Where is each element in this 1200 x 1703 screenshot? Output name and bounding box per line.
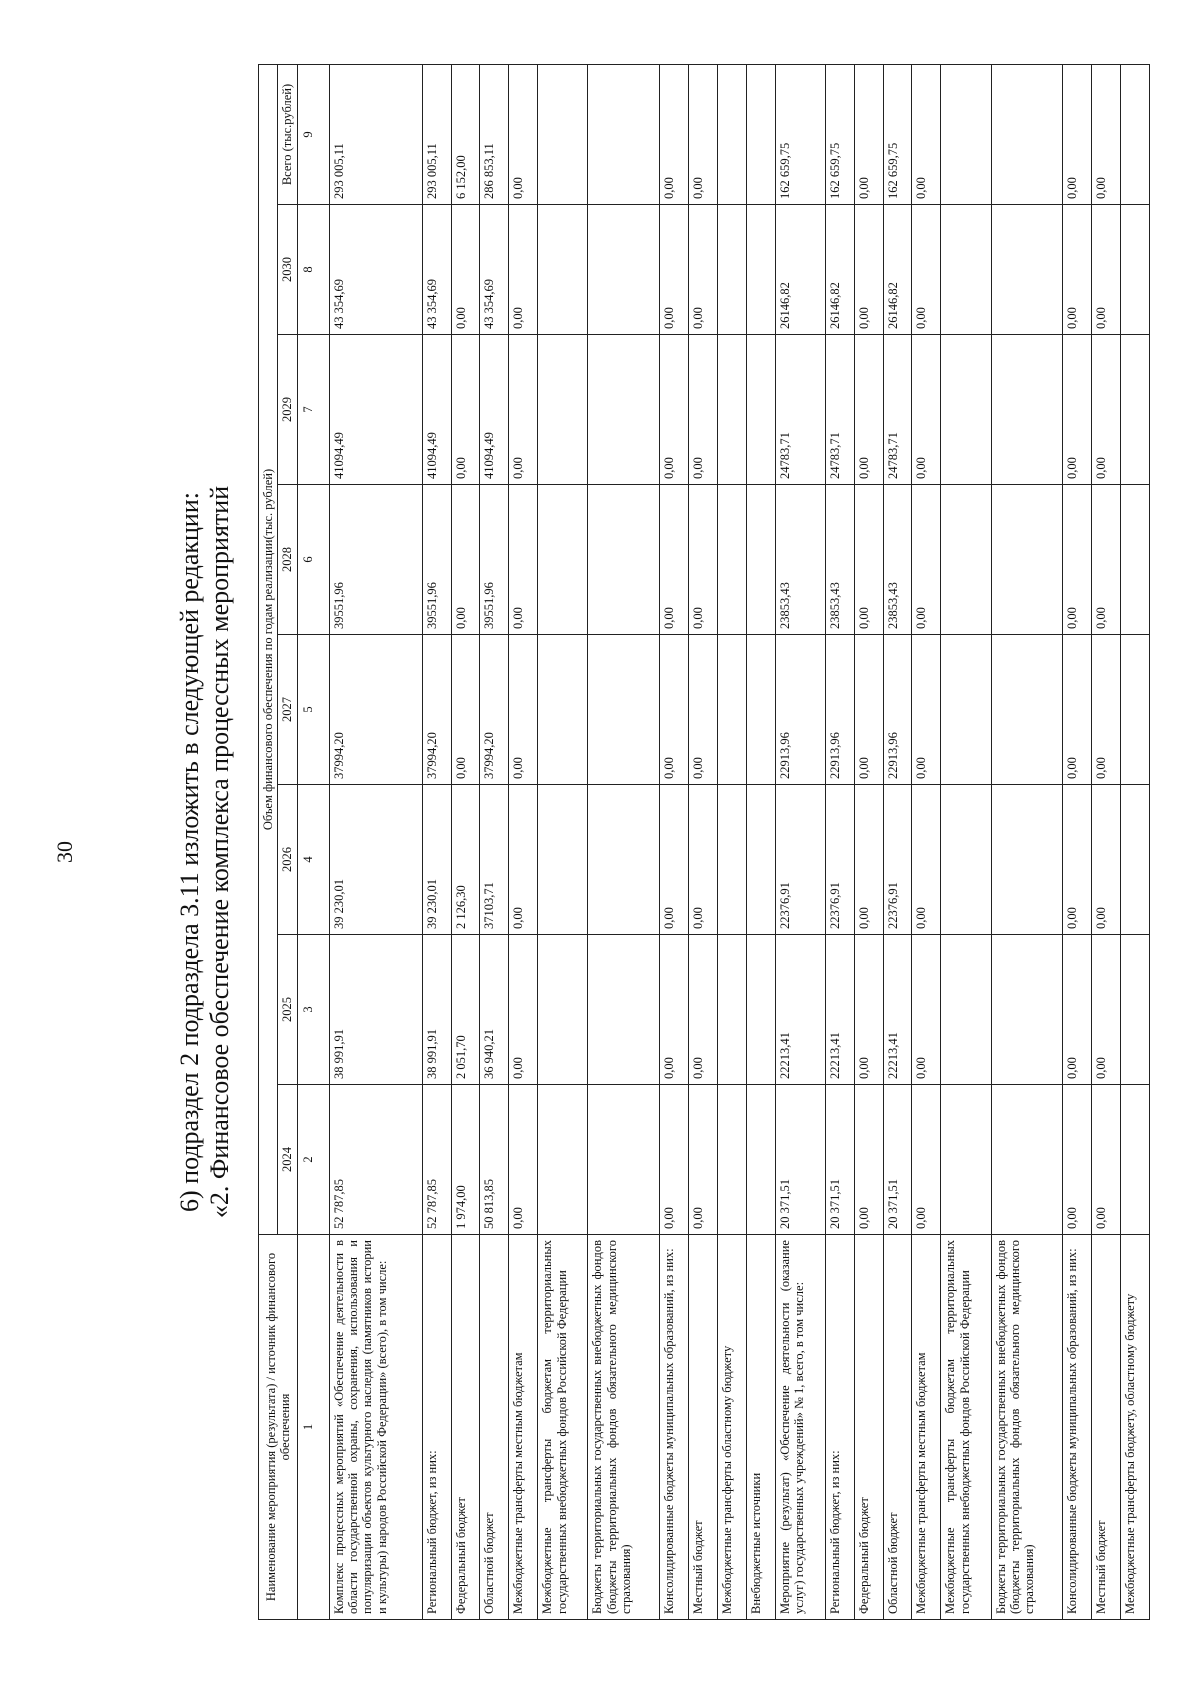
column-number: 4 [297,785,329,935]
year-value-cell [588,205,660,335]
total-value-cell: 162 659,75 [883,65,912,205]
header-year: 2025 [278,935,297,1085]
year-value-cell: 0,00 [912,485,941,635]
header-year: 2026 [278,785,297,935]
year-value-cell: 23853,43 [883,485,912,635]
year-value-cell: 0,00 [688,485,717,635]
header-name-cell: Наименование мероприятия (результата) / источник финансового обеспечения [259,1235,298,1620]
year-value-cell [991,335,1063,485]
year-value-cell: 43 354,69 [329,205,422,335]
year-value-cell: 0,00 [509,1085,538,1235]
year-value-cell: 0,00 [688,935,717,1085]
year-value-cell: 0,00 [854,205,883,335]
year-value-cell: 22213,41 [825,935,854,1085]
total-value-cell: 0,00 [1063,65,1092,205]
year-value-cell [538,635,588,785]
year-value-cell [538,485,588,635]
row-name-cell: Консолидированные бюджеты муниципальных образований, из них: [660,1235,689,1620]
year-value-cell: 0,00 [854,935,883,1085]
year-value-cell [538,785,588,935]
row-name-cell: Мероприятие (результат) «Обеспечение деятельности (оказание услуг) государственных учреждений» № 1, всего, в том числе: [775,1235,825,1620]
table-row [941,65,991,1620]
table-row [480,65,509,1620]
year-value-cell: 39 230,01 [422,785,451,935]
year-value-cell: 0,00 [688,1085,717,1235]
year-value-cell: 0,00 [688,335,717,485]
year-value-cell [991,635,1063,785]
year-value-cell: 0,00 [451,205,480,335]
year-value-cell [717,1085,746,1235]
year-value-cell: 38 991,91 [329,935,422,1085]
table-row [991,65,1063,1620]
year-value-cell: 20 371,51 [825,1085,854,1235]
total-value-cell: 0,00 [1092,65,1121,205]
year-value-cell: 39 230,01 [329,785,422,935]
year-value-cell: 2 051,70 [451,935,480,1085]
total-value-cell [746,65,775,205]
year-value-cell: 0,00 [1063,1085,1092,1235]
table-row [451,65,480,1620]
total-value-cell: 0,00 [509,65,538,205]
year-value-cell [717,935,746,1085]
page-number: 30 [52,841,77,863]
header-year: 2027 [278,635,297,785]
year-value-cell: 0,00 [1063,935,1092,1085]
row-name-cell: Бюджеты территориальных государственных внебюджетных фондов (бюджеты территориальных фондов обязательного медицинского страхования) [588,1235,660,1620]
year-value-cell [538,935,588,1085]
table-row [1120,65,1149,1620]
total-value-cell [717,65,746,205]
year-value-cell: 0,00 [451,335,480,485]
year-value-cell [991,485,1063,635]
year-value-cell: 37994,20 [329,635,422,785]
row-name-cell: Местный бюджет [1092,1235,1121,1620]
table-row [854,65,883,1620]
year-value-cell: 22376,91 [883,785,912,935]
year-value-cell: 0,00 [1092,785,1121,935]
total-value-cell [941,65,991,205]
financing-table [258,64,1150,1620]
total-value-cell: 0,00 [854,65,883,205]
header-total: Всего (тыс.рублей) [278,65,297,205]
row-name-cell: Межбюджетные трансферты бюджетам территориальных государственных внебюджетных фондов Российской Федерации [941,1235,991,1620]
table-row [883,65,912,1620]
year-value-cell [991,1085,1063,1235]
year-value-cell: 22913,96 [883,635,912,785]
row-name-cell: Региональный бюджет, из них: [825,1235,854,1620]
table-row [717,65,746,1620]
year-value-cell [538,335,588,485]
year-value-cell: 37994,20 [422,635,451,785]
year-value-cell: 0,00 [1063,635,1092,785]
year-value-cell: 23853,43 [775,485,825,635]
table-row [688,65,717,1620]
year-value-cell: 0,00 [660,785,689,935]
year-value-cell: 37994,20 [480,635,509,785]
year-value-cell: 20 371,51 [775,1085,825,1235]
year-value-cell: 22213,41 [883,935,912,1085]
table-row [509,65,538,1620]
year-value-cell: 1 974,00 [451,1085,480,1235]
row-name-cell: Межбюджетные трансферты областному бюджету [717,1235,746,1620]
year-value-cell [991,935,1063,1085]
row-name-cell: Региональный бюджет, из них: [422,1235,451,1620]
year-value-cell: 41094,49 [329,335,422,485]
total-value-cell: 0,00 [912,65,941,205]
year-value-cell [588,1085,660,1235]
year-value-cell [717,485,746,635]
year-value-cell [1120,485,1149,635]
year-value-cell [1120,635,1149,785]
column-number: 7 [297,335,329,485]
header-year: 2029 [278,335,297,485]
table-row [746,65,775,1620]
year-value-cell [746,785,775,935]
column-number: 3 [297,935,329,1085]
year-value-cell: 0,00 [509,785,538,935]
year-value-cell: 22913,96 [825,635,854,785]
year-value-cell: 0,00 [660,935,689,1085]
column-number-row [297,65,329,1620]
year-value-cell: 0,00 [688,205,717,335]
year-value-cell: 0,00 [509,205,538,335]
row-name-cell: Комплекс процессных мероприятий «Обеспечение деятельности в области государственной охраны, сохранения, использования и популяризации объектов культурного наследия (памятников истории и культуры) народов Российской Федерации» (всего), в том числе: [329,1235,422,1620]
year-value-cell: 0,00 [854,1085,883,1235]
column-number: 8 [297,205,329,335]
year-value-cell: 0,00 [912,935,941,1085]
row-name-cell: Внебюджетные источники [746,1235,775,1620]
total-value-cell: 286 853,11 [480,65,509,205]
row-name-cell: Местный бюджет [688,1235,717,1620]
year-value-cell: 0,00 [912,635,941,785]
year-value-cell: 0,00 [1063,485,1092,635]
table-row [422,65,451,1620]
row-name-cell: Бюджеты территориальных государственных внебюджетных фондов (бюджеты территориальных фондов обязательного медицинского страхования) [991,1235,1063,1620]
year-value-cell [588,635,660,785]
year-value-cell [588,785,660,935]
year-value-cell [1120,335,1149,485]
total-value-cell: 162 659,75 [825,65,854,205]
year-value-cell [746,205,775,335]
year-value-cell: 22213,41 [775,935,825,1085]
year-value-cell: 2 126,30 [451,785,480,935]
year-value-cell [1120,785,1149,935]
year-value-cell: 0,00 [688,785,717,935]
year-value-cell: 20 371,51 [883,1085,912,1235]
column-number: 2 [297,1085,329,1235]
year-value-cell [746,335,775,485]
table-row [825,65,854,1620]
year-value-cell: 50 813,85 [480,1085,509,1235]
year-value-cell [746,485,775,635]
year-value-cell: 39551,96 [422,485,451,635]
section-title: «2. Финансовое обеспечение комплекса процессных мероприятий [205,485,234,1219]
year-value-cell [941,205,991,335]
year-value-cell: 0,00 [509,935,538,1085]
year-value-cell: 43 354,69 [480,205,509,335]
table-row [588,65,660,1620]
year-value-cell: 26146,82 [825,205,854,335]
year-value-cell [941,935,991,1085]
year-value-cell: 0,00 [912,1085,941,1235]
table-row [775,65,825,1620]
year-value-cell: 0,00 [854,785,883,935]
table-row [912,65,941,1620]
total-value-cell: 293 005,11 [422,65,451,205]
year-value-cell: 0,00 [912,205,941,335]
year-value-cell [746,635,775,785]
table-row [538,65,588,1620]
year-value-cell [588,485,660,635]
total-value-cell [538,65,588,205]
row-name-cell: Межбюджетные трансферты бюджету, областному бюджету [1120,1235,1149,1620]
header-year: 2030 [278,205,297,335]
column-number: 1 [297,1235,329,1620]
year-value-cell: 0,00 [912,785,941,935]
column-number: 6 [297,485,329,635]
row-name-cell: Межбюджетные трансферты местным бюджетам [912,1235,941,1620]
year-value-cell: 0,00 [660,205,689,335]
year-value-cell: 0,00 [509,635,538,785]
year-value-cell [588,935,660,1085]
year-value-cell [717,635,746,785]
total-value-cell [588,65,660,205]
year-value-cell: 39551,96 [329,485,422,635]
year-value-cell: 39551,96 [480,485,509,635]
year-value-cell: 0,00 [660,485,689,635]
year-value-cell [991,205,1063,335]
row-name-cell: Межбюджетные трансферты местным бюджетам [509,1235,538,1620]
year-value-cell: 24783,71 [775,335,825,485]
row-name-cell: Областной бюджет [883,1235,912,1620]
year-value-cell [538,205,588,335]
year-value-cell [941,1085,991,1235]
year-value-cell [1120,935,1149,1085]
total-value-cell: 0,00 [688,65,717,205]
table-row [660,65,689,1620]
year-value-cell [746,1085,775,1235]
year-value-cell [1120,1085,1149,1235]
year-value-cell: 0,00 [1092,485,1121,635]
total-value-cell: 293 005,11 [329,65,422,205]
year-value-cell [717,205,746,335]
year-value-cell [717,335,746,485]
year-value-cell [941,485,991,635]
column-number: 9 [297,65,329,205]
year-value-cell [746,935,775,1085]
total-value-cell: 0,00 [660,65,689,205]
year-value-cell: 0,00 [660,1085,689,1235]
year-value-cell: 0,00 [1092,935,1121,1085]
year-value-cell: 24783,71 [825,335,854,485]
year-value-cell: 26146,82 [775,205,825,335]
year-value-cell: 0,00 [854,635,883,785]
year-value-cell: 0,00 [1092,1085,1121,1235]
year-value-cell: 0,00 [509,485,538,635]
row-name-cell: Консолидированные бюджеты муниципальных образований, из них: [1063,1235,1092,1620]
year-value-cell: 0,00 [451,635,480,785]
year-value-cell: 52 787,85 [329,1085,422,1235]
year-value-cell: 0,00 [451,485,480,635]
year-value-cell: 0,00 [854,485,883,635]
year-value-cell: 52 787,85 [422,1085,451,1235]
year-value-cell: 0,00 [1092,635,1121,785]
row-name-cell: Федеральный бюджет [451,1235,480,1620]
rotated-table-container [258,65,1150,1620]
year-value-cell [538,1085,588,1235]
year-value-cell: 22376,91 [775,785,825,935]
table-row [1063,65,1092,1620]
year-value-cell [941,335,991,485]
header-year: 2024 [278,1085,297,1235]
year-value-cell: 0,00 [854,335,883,485]
table-row [1092,65,1121,1620]
year-value-cell [941,785,991,935]
header-year: 2028 [278,485,297,635]
year-value-cell [1120,205,1149,335]
row-name-cell: Федеральный бюджет [854,1235,883,1620]
year-value-cell: 41094,49 [480,335,509,485]
total-value-cell [991,65,1063,205]
amendment-heading: 6) подраздел 2 подраздела 3.11 изложить в следующей редакции: [175,492,204,1212]
year-value-cell [991,785,1063,935]
total-value-cell: 6 152,00 [451,65,480,205]
year-value-cell: 22913,96 [775,635,825,785]
year-value-cell [941,635,991,785]
year-value-cell: 0,00 [1092,205,1121,335]
year-value-cell: 23853,43 [825,485,854,635]
year-value-cell [717,785,746,935]
year-value-cell: 37103,71 [480,785,509,935]
year-value-cell: 38 991,91 [422,935,451,1085]
header-volume-cell: Объем финансового обеспечения по годам реализации(тыс. рублей) [259,65,278,1235]
year-value-cell: 22376,91 [825,785,854,935]
year-value-cell: 0,00 [1063,335,1092,485]
year-value-cell: 0,00 [509,335,538,485]
row-name-cell: Областной бюджет [480,1235,509,1620]
year-value-cell: 0,00 [912,335,941,485]
year-value-cell: 0,00 [688,635,717,785]
total-value-cell: 162 659,75 [775,65,825,205]
year-value-cell: 26146,82 [883,205,912,335]
column-number: 5 [297,635,329,785]
year-value-cell: 0,00 [1063,205,1092,335]
table-row [329,65,422,1620]
total-value-cell [1120,65,1149,205]
row-name-cell: Межбюджетные трансферты бюджетам территориальных государственных внебюджетных фондов Российской Федерации [538,1235,588,1620]
year-value-cell: 36 940,21 [480,935,509,1085]
year-value-cell: 43 354,69 [422,205,451,335]
year-value-cell: 0,00 [660,335,689,485]
year-value-cell: 0,00 [1092,335,1121,485]
year-value-cell [588,335,660,485]
year-value-cell: 41094,49 [422,335,451,485]
year-value-cell: 0,00 [660,635,689,785]
year-value-cell: 0,00 [1063,785,1092,935]
year-value-cell: 24783,71 [883,335,912,485]
